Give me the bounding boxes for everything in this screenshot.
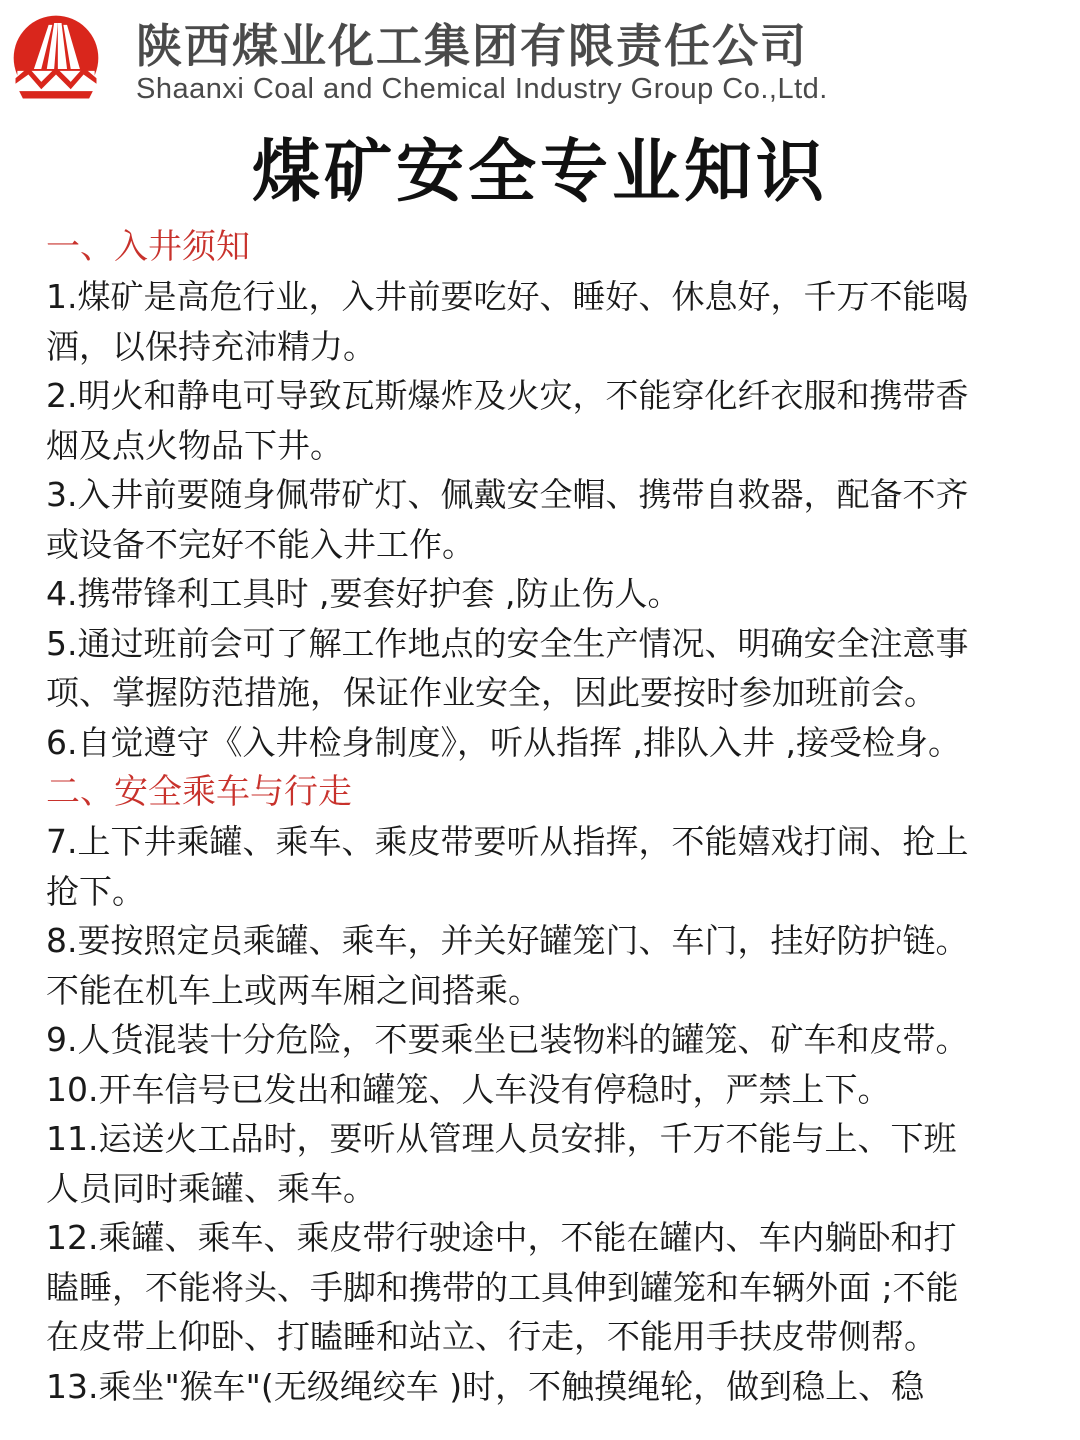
item-text-line: 12.乘罐、乘车、乘皮带行驶途中，不能在罐内、车内躺卧和打 — [46, 1218, 957, 1257]
item-text-line: 项、掌握防范措施，保证作业安全，因此要按时参加班前会。 — [46, 673, 937, 712]
list-item — [46, 916, 1038, 1015]
list-item — [46, 470, 1038, 569]
item-text-line: 在皮带上仰卧、打瞌睡和站立、行走，不能用手扶皮带侧帮。 — [46, 1317, 937, 1356]
item-text-line: 5.通过班前会可了解工作地点的安全生产情况、明确安全注意事 — [46, 623, 969, 663]
company-logo-icon — [10, 12, 102, 104]
company-header — [10, 8, 1070, 108]
list-item — [46, 817, 1038, 916]
list-item — [46, 1015, 1038, 1065]
item-text-line: 或设备不完好不能入井工作。 — [46, 524, 475, 564]
list-item — [46, 272, 1038, 371]
item-text-line: 不能在机车上或两车厢之间搭乘。 — [46, 970, 541, 1010]
page-title: 煤矿安全专业知识 — [251, 132, 828, 212]
section-heading: 二、安全乘车与行走 — [46, 772, 352, 812]
list-item — [46, 371, 1038, 470]
list-item — [46, 1114, 1038, 1213]
item-text-line: 3.入井前要随身佩带矿灯、佩戴安全帽、携带自救器，配备不齐 — [46, 475, 969, 514]
list-item — [46, 1065, 1038, 1115]
section-heading: 一、入井须知 — [46, 227, 250, 267]
item-text-line: 2.明火和静电可导致瓦斯爆炸及火灾，不能穿化纤衣服和携带香 — [46, 376, 969, 415]
item-text-line: 人员同时乘罐、乘车。 — [46, 1168, 376, 1208]
item-text-line: 8.要按照定员乘罐、乘车，并关好罐笼门、车门，挂好防护链。 — [46, 921, 969, 960]
item-text-line: 13.乘坐"猴车"(无级绳绞车 )时，不触摸绳轮，做到稳上、稳 — [46, 1366, 925, 1406]
item-text-line: 酒，以保持充沛精力。 — [46, 326, 376, 366]
list-item — [46, 718, 1038, 768]
item-text-line: 瞌睡，不能将头、手脚和携带的工具伸到罐笼和车辆外面 ;不能 — [46, 1267, 959, 1307]
item-text-line: 4.携带锋利工具时 ,要套好护套 ,防止伤人。 — [46, 574, 681, 613]
article-body — [46, 222, 1038, 1411]
list-item — [46, 619, 1038, 718]
item-text-line: 抢下。 — [46, 871, 145, 911]
item-text-line: 1.煤矿是高危行业，入井前要吃好、睡好、休息好，千万不能喝 — [46, 277, 969, 316]
item-text-line: 6.自觉遵守《入井检身制度》，听从指挥 ,排队入井 ,接受检身。 — [46, 722, 961, 762]
item-text-line: 9.人货混装十分危险，不要乘坐已装物料的罐笼、矿车和皮带。 — [46, 1020, 969, 1059]
list-item — [46, 1213, 1038, 1362]
item-text-line: 11.运送火工品时，要听从管理人员安排，千万不能与上、下班 — [46, 1119, 957, 1158]
company-name-en: Shaanxi Coal and Chemical Industry Group Co.,Ltd. — [136, 73, 828, 105]
item-text-line: 烟及点火物品下井。 — [46, 425, 343, 465]
list-item — [46, 569, 1038, 619]
list-item — [46, 1362, 1038, 1412]
item-text-line: 7.上下井乘罐、乘车、乘皮带要听从指挥，不能嬉戏打闹、抢上 — [46, 822, 969, 861]
item-text-line: 10.开车信号已发出和罐笼、人车没有停稳时，严禁上下。 — [46, 1069, 891, 1109]
company-name-cn: 陕西煤业化工集团有限责任公司 — [136, 19, 808, 73]
